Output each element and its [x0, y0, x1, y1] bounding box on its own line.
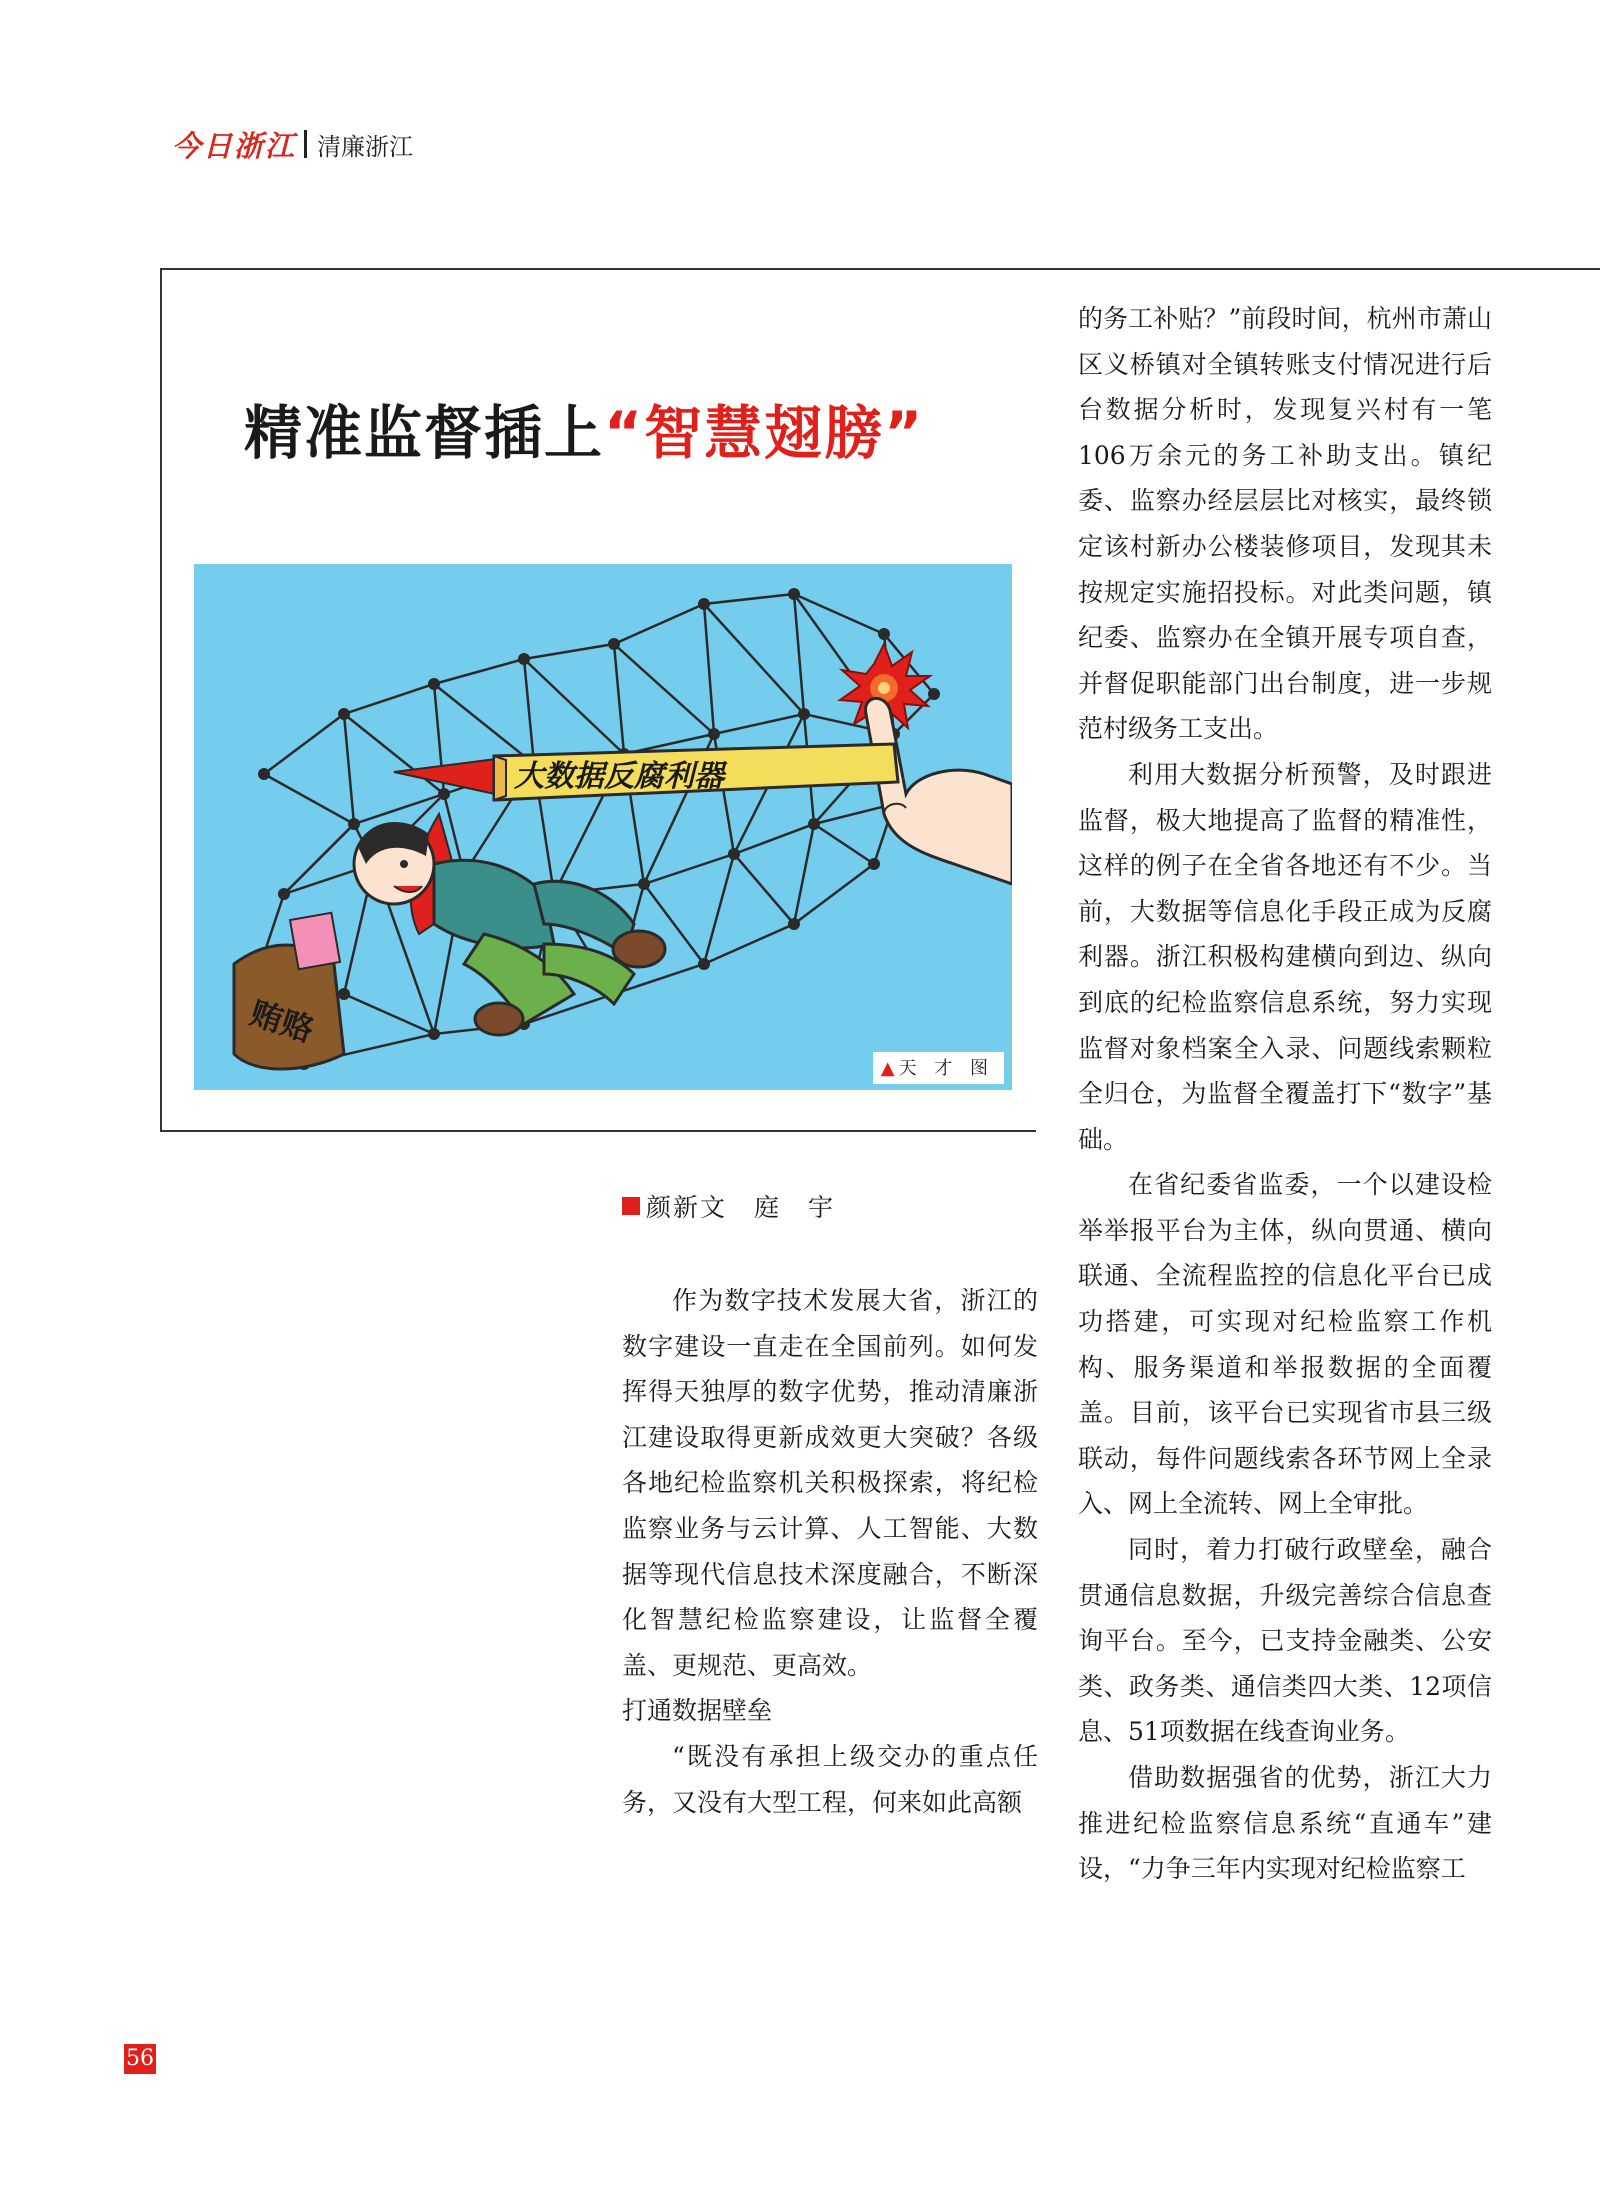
- paragraph: 在省纪委省监委，一个以建设检举举报平台为主体，纵向贯通、横向联通、全流程监控的信息化平台已成功搭建，可实现对纪检监察工作机构、服务渠道和举报数据的全面覆盖。目前，该平台已实现省市县三级联动，每件问题线索各环节网上全录入、网上全流转、网上全审批。: [1078, 1170, 1492, 1519]
- bribe-bag: [234, 913, 344, 1069]
- headline-highlight: “智慧翅膀”: [604, 399, 925, 467]
- credit-text: 天 才 图: [898, 1058, 994, 1079]
- pointing-hand: [866, 698, 1012, 884]
- paragraph: 利用大数据分析预警，及时跟进监督，极大地提高了监督的精准性，这样的例子在全省各地还有不少。当前，大数据等信息化手段正成为反腐利器。浙江积极构建横向到边、纵向到底的纪检监察信息系统，努力实现监督对象档案全入录、问题线索颗粒全归仓，为监督全覆盖打下“数字”基础。: [1078, 759, 1492, 1154]
- credit-triangle-icon: ▲: [880, 1058, 895, 1079]
- author-names: 颜新文 庭 宇: [646, 1193, 836, 1222]
- text-column-left: [622, 1278, 1038, 1825]
- frame-top-rule: [160, 268, 1600, 270]
- headline-prefix: 精准监督插上: [244, 399, 605, 467]
- section-subheading: 打通数据壁垒: [622, 1696, 773, 1726]
- page-header: [172, 124, 413, 164]
- paragraph: 作为数字技术发展大省，浙江的数字建设一直走在全国前列。如何发挥得天独厚的数字优势，推动清廉浙江建设取得更新成效更大突破？各级各地纪检监察机关积极探索，将纪检监察业务与云计算、人工智能、大数据等现代信息技术深度融合，不断深化智慧纪检监察建设，让监督全覆盖、更规范、更高效。: [622, 1286, 1038, 1680]
- byline-square-icon: [622, 1197, 640, 1215]
- paragraph: “既没有承担上级交办的重点任务，又没有大型工程，何来如此高额: [622, 1741, 1038, 1817]
- cartoon-drawing: [194, 564, 1012, 1090]
- spear-label: 大数据反腐利器: [514, 759, 724, 794]
- section-title: 清廉浙江: [317, 132, 414, 161]
- brand-logo: 今日浙江: [172, 128, 297, 163]
- paragraph: 同时，着力打破行政壁垒，融合贯通信息数据，升级完善综合信息查询平台。至今，已支持金融类、公安类、政务类、通信类四大类、12项信息、51项数据在线查询业务。: [1078, 1535, 1492, 1747]
- author-byline: [622, 1188, 835, 1224]
- header-divider: [304, 130, 307, 158]
- page-number: 56: [124, 2044, 156, 2074]
- corrupt-official-figure: [354, 814, 665, 1035]
- illustration-credit: [873, 1052, 1004, 1084]
- frame-bottom-rule: [160, 1130, 1036, 1132]
- article-headline: [244, 386, 924, 470]
- paragraph: 借助数据强省的优势，浙江大力推进纪检监察信息系统“直通车”建设，“力争三年内实现对纪检监察工: [1078, 1763, 1492, 1884]
- text-column-right: [1078, 296, 1492, 1892]
- frame-left-rule: [160, 268, 162, 1130]
- bag-label: 贿赂: [245, 993, 319, 1050]
- paragraph-continued: 的务工补贴？”前段时间，杭州市萧山区义桥镇对全镇转账支付情况进行后台数据分析时，发现复兴村有一笔106万余元的务工补助支出。镇纪委、监察办经层层比对核实，最终锁定该村新办公楼装修项目，发现其未按规定实施招投标。对此类问题，镇纪委、监察办在全镇开展专项自查，并督促职能部门出台制度，进一步规范村级务工支出。: [1078, 304, 1492, 744]
- cartoon-illustration: [194, 564, 1012, 1090]
